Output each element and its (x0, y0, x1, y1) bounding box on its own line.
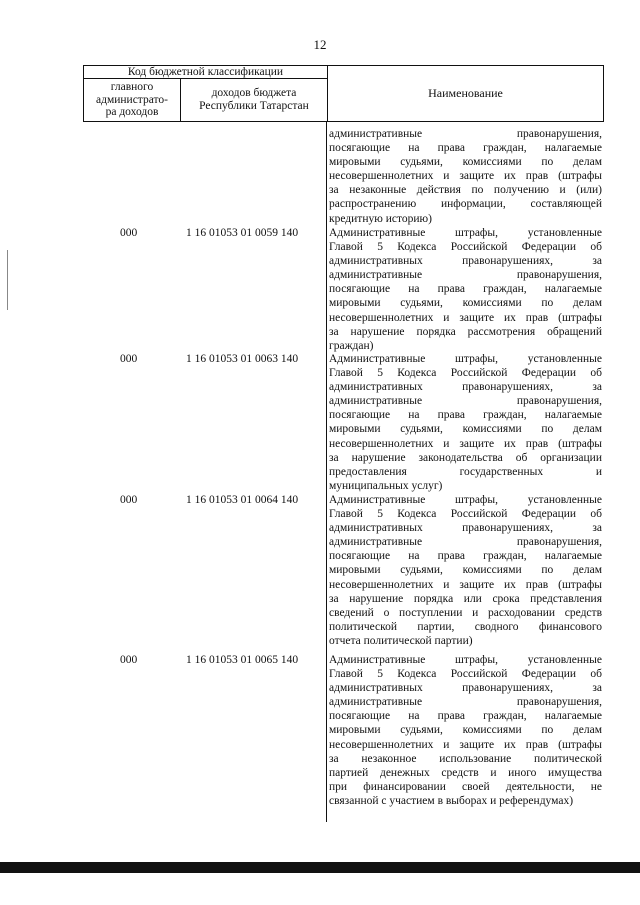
description-line: административные правонарушения, (329, 536, 602, 549)
description-line: административные правонарушения, (329, 395, 602, 408)
name-heading: Наименование (428, 86, 503, 100)
description-line: несовершеннолетних и защите их прав (штрафы (329, 311, 602, 324)
income-description (329, 352, 602, 493)
admin-code: 000 (120, 353, 138, 365)
description-line: несовершеннолетних и защите их прав (штрафы (329, 437, 602, 450)
scan-mark (7, 250, 8, 310)
page-number: 12 (313, 37, 327, 52)
description-line: связанной с участием в выборах и референдумах) (329, 794, 574, 807)
description-line: за нарушение законодательства об организации (329, 451, 602, 464)
description-line: политической партии, сводного финансового (329, 620, 602, 633)
description-line: за незаконное использование политической (329, 752, 602, 765)
income-heading-line: доходов бюджета (211, 87, 297, 99)
admin-code: 000 (120, 227, 138, 239)
description-line: кредитную историю) (329, 212, 432, 225)
description-line: отчета политической партии) (329, 634, 473, 647)
description-line: Главой 5 Кодекса Российской Федерации об (329, 241, 602, 254)
description-line: посягающие на права граждан, налагаемые (329, 710, 602, 723)
description-line: несовершеннолетних и защите их прав (штрафы (329, 738, 602, 751)
column-divider (326, 122, 327, 822)
description-line: административные правонарушения, (329, 696, 602, 709)
description-line: посягающие на права граждан, налагаемые (329, 550, 602, 563)
income-heading (181, 79, 328, 121)
description-line: несовершеннолетних и защите их прав (штрафы (329, 170, 602, 183)
description-line: Административные штрафы, установленные (329, 353, 602, 365)
admin-code: 000 (120, 654, 138, 666)
description-line: Административные штрафы, установленные (329, 654, 602, 666)
description-line: административных правонарушениях, за (329, 682, 602, 695)
description-line: Административные штрафы, установленные (329, 494, 602, 506)
description-line: за нарушение порядка рассмотрения обращений (329, 325, 602, 338)
income-code: 1 16 01053 01 0059 140 (186, 227, 299, 239)
description-line: посягающие на права граждан, налагаемые (329, 409, 602, 422)
description-line: за незаконные действия по получению и (или) (329, 184, 602, 197)
chief-admin-heading-line: главного (110, 81, 154, 93)
description-line: мировыми судьями, комиссиями по делам (329, 156, 602, 169)
income-heading-line: Республики Татарстан (199, 100, 309, 112)
description-line: сведений о поступлении и расходовании средств (329, 606, 602, 619)
income-code: 1 16 01053 01 0065 140 (186, 654, 299, 666)
income-description (329, 226, 602, 353)
income-description (329, 493, 602, 648)
description-line: административных правонарушениях, за (329, 381, 602, 394)
description-line: при финансировании своей деятельности, не (329, 780, 602, 793)
description-line: за нарушение порядка или срока представления (329, 592, 602, 605)
description-line: посягающие на права граждан, налагаемые (329, 142, 602, 155)
income-code: 1 16 01053 01 0063 140 (186, 353, 299, 365)
admin-code: 000 (120, 494, 138, 506)
description-line: Административные штрафы, установленные (329, 227, 602, 239)
description-line: мировыми судьями, комиссиями по делам (329, 564, 602, 577)
description-line: несовершеннолетних и защите их прав (штрафы (329, 578, 602, 591)
description-line: муниципальных услуг) (329, 479, 443, 492)
description-line: распространению информации, составляющей (329, 198, 602, 211)
description-line: посягающие на права граждан, налагаемые (329, 283, 602, 296)
description-line: административных правонарушениях, за (329, 255, 602, 268)
description-line: мировыми судьями, комиссиями по делам (329, 423, 602, 436)
description-line: административные правонарушения, (329, 128, 602, 140)
description-line: Главой 5 Кодекса Российской Федерации об (329, 668, 602, 681)
description-line: предоставления государственных и (329, 465, 602, 478)
chief-admin-heading-line: администрато- (96, 93, 168, 106)
chief-admin-heading (84, 79, 181, 121)
description-line: мировыми судьями, комиссиями по делам (329, 297, 602, 310)
chief-admin-heading-line: ра доходов (105, 106, 159, 119)
description-line: мировыми судьями, комиссиями по делам (329, 724, 602, 737)
description-line: административные правонарушения, (329, 269, 602, 282)
budget-code-heading: Код бюджетной классификации (84, 66, 328, 79)
income-description (329, 653, 602, 808)
description-line: граждан) (329, 339, 374, 352)
description-line: Главой 5 Кодекса Российской Федерации об (329, 508, 602, 521)
scan-edge-bar (0, 862, 640, 873)
description-line: партией денежных средств и иного имущества (329, 766, 602, 779)
income-description (329, 127, 602, 226)
table-header (83, 65, 604, 122)
income-code: 1 16 01053 01 0064 140 (186, 494, 299, 506)
description-line: административных правонарушениях, за (329, 522, 602, 535)
description-line: Главой 5 Кодекса Российской Федерации об (329, 367, 602, 380)
